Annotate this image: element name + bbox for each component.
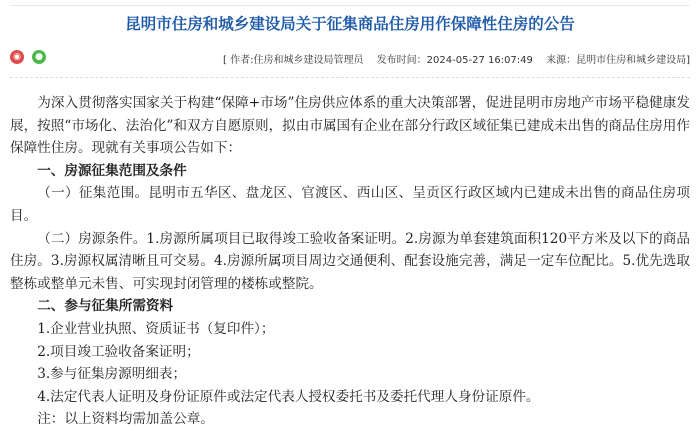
article-meta (213, 51, 690, 66)
share-bar (10, 50, 46, 64)
paragraph: （二）房源条件。1.房源所属项目已取得竣工验收备案证明。2.房源为单套建筑面积120平方米及以下的商品住房。3.房源权属清晰且可交易。4.房源所属项目周边交通便利、配套设施完善，满足一定车位配比。5.优先选取整栋或整单元未售、可实现封闭管理的楼栋或整院。 (10, 230, 690, 292)
page-title: 昆明市住房和城乡建设局关于征集商品住房用作保障性住房的公告 (125, 15, 575, 33)
author: [ 作者:住房和城乡建设局管理员 (223, 55, 364, 66)
list-item: 3.参与征集房源明细表； (37, 366, 187, 383)
meta-divider (10, 77, 690, 78)
weibo-icon[interactable]: ◉ (10, 50, 24, 64)
list-item: 4.法定代表人证明及身份证原件或法定代表人授权委托书及委托代理人身份证原件。 (37, 388, 540, 405)
intro-paragraph: 为深入贯彻落实国家关于构建“保障+市场”住房供应体系的重大决策部署，促进昆明市房地产市场平稳健康发展，按照“市场化、法治化”和双方自愿原则，拟由市属国有企业在部分行政区域征集已建成未出售的商品住房用作保障性住房。现就有关事项公告如下： (10, 95, 690, 157)
paragraph: （一）征集范围。昆明市五华区、盘龙区、官渡区、西山区、呈贡区行政区域内已建成未出售的商品住房项目。 (10, 185, 690, 224)
wechat-icon[interactable]: ● (32, 50, 46, 64)
list-item: 1.企业营业执照、资质证书（复印件）； (37, 320, 275, 337)
note: 注：以上资料均需加盖公章。 (37, 411, 214, 428)
section-heading: 一、房源征集范围及条件 (37, 162, 187, 179)
source: 来源：昆明市住房和城乡建设局] (546, 55, 690, 66)
top-divider (10, 5, 690, 6)
article-body (10, 92, 690, 431)
list-item: 2.项目竣工验收备案证明； (37, 343, 200, 360)
publish-time: 发布时间：2024-05-27 16:07:49 (376, 55, 533, 66)
section-heading: 二、参与征集所需资料 (37, 298, 174, 315)
